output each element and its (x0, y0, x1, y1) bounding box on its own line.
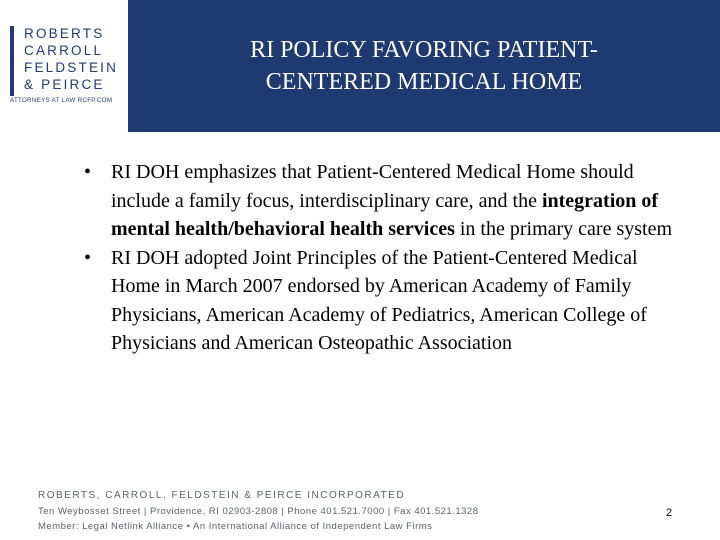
bullet-1-text-before: RI DOH emphasizes that Patient-Centered Medical Home should include a family focus, interdisciplinary care, and the (111, 161, 634, 212)
page-number: 2 (666, 507, 673, 519)
bullet-marker: • (84, 246, 92, 269)
slide-title (128, 34, 720, 98)
firm-logo (0, 0, 128, 132)
logo-line-1: ROBERTS (24, 26, 105, 41)
bullet-item-2 (84, 244, 684, 358)
logo-line-2: CARROLL (24, 43, 104, 58)
bullet-1-text-after: in the primary care system (454, 218, 673, 240)
bullet-marker: • (84, 161, 92, 183)
bullet-item-1 (84, 158, 684, 244)
bullet-2-text: RI DOH adopted Joint Principles of the Patient-Centered Medical Home in March 2007 endorsed by American Academy of Family Physicians, American Academy of Pediatrics, American College of Physicians and American Osteopathic Association (111, 246, 647, 354)
title-band (128, 0, 720, 132)
slide-header (0, 0, 720, 132)
footer-address: Ten Weybosset Street | Providence, RI 02903-2808 | Phone 401.521.7000 | Fax 401.521.1328 (38, 506, 479, 517)
footer-firm-name: ROBERTS, CARROLL, FELDSTEIN & PEIRCE INCORPORATED (38, 490, 406, 501)
logo-tagline: ATTORNEYS AT LAW RCFP.COM (10, 97, 113, 104)
bullet-1-bold-text: integration of mental health/behavioral health services (111, 189, 659, 240)
logo-line-4: & PEIRCE (24, 77, 105, 92)
slide-title-line-1: RI POLICY FAVORING PATIENT- (250, 37, 598, 63)
slide-footer (38, 488, 598, 534)
logo-accent-bar (10, 26, 14, 96)
footer-membership: Member: Legal Netlink Alliance • An International Alliance of Independent Law Firms (38, 521, 433, 532)
bullet-list (84, 158, 684, 358)
logo-line-3: FELDSTEIN (24, 60, 119, 75)
slide-title-line-2: CENTERED MEDICAL HOME (265, 69, 583, 95)
